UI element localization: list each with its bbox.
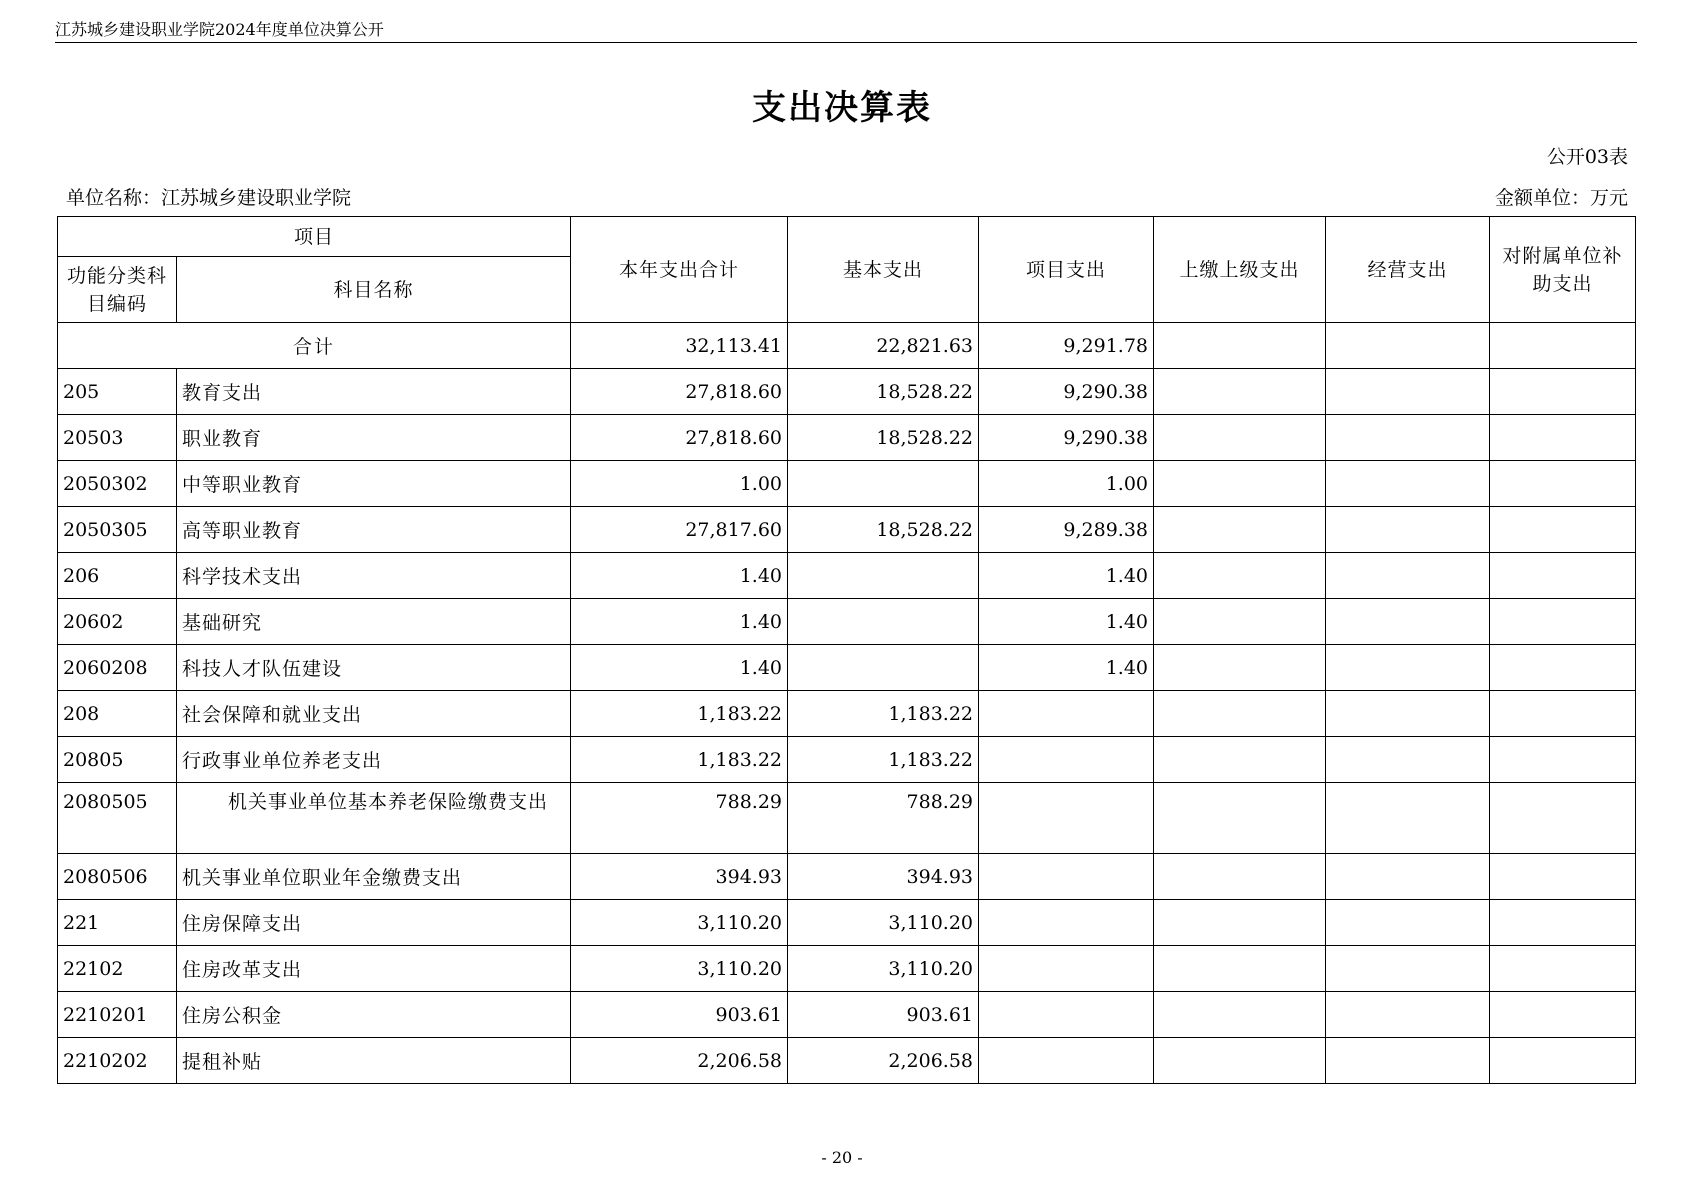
cell-upper xyxy=(1154,645,1326,691)
table-row xyxy=(58,645,1636,691)
cell-name: 基础研究 xyxy=(177,599,571,645)
cell-name: 行政事业单位养老支出 xyxy=(177,737,571,783)
cell-project xyxy=(979,854,1154,900)
table-row xyxy=(58,369,1636,415)
cell-project: 1.40 xyxy=(979,645,1154,691)
header-basic: 基本支出 xyxy=(788,217,979,323)
table-row xyxy=(58,553,1636,599)
total-cell-subsidy xyxy=(1490,323,1636,369)
cell-subsidy xyxy=(1490,645,1636,691)
cell-name: 中等职业教育 xyxy=(177,461,571,507)
cell-total: 788.29 xyxy=(571,783,788,854)
cell-upper xyxy=(1154,461,1326,507)
cell-code: 22102 xyxy=(58,946,177,992)
cell-upper xyxy=(1154,415,1326,461)
cell-total: 2,206.58 xyxy=(571,1038,788,1084)
cell-basic: 3,110.20 xyxy=(788,900,979,946)
table-row xyxy=(58,1038,1636,1084)
table-row xyxy=(58,691,1636,737)
cell-project: 9,289.38 xyxy=(979,507,1154,553)
cell-project: 1.40 xyxy=(979,553,1154,599)
cell-name: 职业教育 xyxy=(177,415,571,461)
amount-unit: 金额单位：万元 xyxy=(1494,187,1628,209)
cell-business xyxy=(1326,461,1490,507)
cell-basic xyxy=(788,461,979,507)
cell-basic: 2,206.58 xyxy=(788,1038,979,1084)
cell-upper xyxy=(1154,599,1326,645)
cell-code: 2080506 xyxy=(58,854,177,900)
cell-upper xyxy=(1154,369,1326,415)
cell-basic: 394.93 xyxy=(788,854,979,900)
cell-name: 提租补贴 xyxy=(177,1038,571,1084)
cell-name: 高等职业教育 xyxy=(177,507,571,553)
cell-total: 1,183.22 xyxy=(571,691,788,737)
table-row xyxy=(58,507,1636,553)
cell-project xyxy=(979,946,1154,992)
cell-upper xyxy=(1154,737,1326,783)
cell-code: 2050305 xyxy=(58,507,177,553)
cell-business xyxy=(1326,900,1490,946)
header-upper: 上缴上级支出 xyxy=(1154,217,1326,323)
cell-subsidy xyxy=(1490,369,1636,415)
cell-name: 机关事业单位基本养老保险缴费支出 xyxy=(177,783,571,854)
cell-code: 2050302 xyxy=(58,461,177,507)
cell-name: 住房公积金 xyxy=(177,992,571,1038)
cell-project xyxy=(979,691,1154,737)
table-row xyxy=(58,900,1636,946)
total-cell-basic: 22,821.63 xyxy=(788,323,979,369)
cell-upper xyxy=(1154,507,1326,553)
cell-business xyxy=(1326,599,1490,645)
cell-project xyxy=(979,783,1154,854)
form-number: 公开03表 xyxy=(1546,146,1628,168)
cell-total: 1.40 xyxy=(571,553,788,599)
cell-code: 20602 xyxy=(58,599,177,645)
cell-upper xyxy=(1154,854,1326,900)
header-name: 科目名称 xyxy=(177,257,571,323)
cell-business xyxy=(1326,992,1490,1038)
total-cell-upper xyxy=(1154,323,1326,369)
cell-subsidy xyxy=(1490,854,1636,900)
header-project-expense: 项目支出 xyxy=(979,217,1154,323)
total-label: 合计 xyxy=(58,323,571,369)
cell-code: 208 xyxy=(58,691,177,737)
cell-basic: 3,110.20 xyxy=(788,946,979,992)
cell-business xyxy=(1326,854,1490,900)
cell-total: 1.40 xyxy=(571,599,788,645)
cell-total: 1.00 xyxy=(571,461,788,507)
cell-upper xyxy=(1154,900,1326,946)
total-cell-project: 9,291.78 xyxy=(979,323,1154,369)
cell-business xyxy=(1326,507,1490,553)
cell-name: 教育支出 xyxy=(177,369,571,415)
header-project: 项目 xyxy=(58,217,571,257)
cell-code: 2210201 xyxy=(58,992,177,1038)
cell-total: 903.61 xyxy=(571,992,788,1038)
cell-project: 9,290.38 xyxy=(979,369,1154,415)
cell-name: 科技人才队伍建设 xyxy=(177,645,571,691)
unit-name: 单位名称：江苏城乡建设职业学院 xyxy=(66,187,352,209)
cell-basic xyxy=(788,599,979,645)
table-row xyxy=(58,461,1636,507)
cell-code: 205 xyxy=(58,369,177,415)
cell-subsidy xyxy=(1490,553,1636,599)
cell-basic: 18,528.22 xyxy=(788,415,979,461)
cell-total: 27,817.60 xyxy=(571,507,788,553)
cell-basic: 18,528.22 xyxy=(788,369,979,415)
cell-subsidy xyxy=(1490,946,1636,992)
cell-business xyxy=(1326,415,1490,461)
cell-code: 2210202 xyxy=(58,1038,177,1084)
cell-business xyxy=(1326,737,1490,783)
total-cell-total: 32,113.41 xyxy=(571,323,788,369)
cell-business xyxy=(1326,645,1490,691)
cell-business xyxy=(1326,553,1490,599)
cell-code: 20805 xyxy=(58,737,177,783)
cell-code: 221 xyxy=(58,900,177,946)
cell-project: 9,290.38 xyxy=(979,415,1154,461)
total-row xyxy=(58,323,1636,369)
cell-upper xyxy=(1154,1038,1326,1084)
cell-basic xyxy=(788,645,979,691)
cell-total: 1.40 xyxy=(571,645,788,691)
cell-subsidy xyxy=(1490,599,1636,645)
cell-subsidy xyxy=(1490,1038,1636,1084)
cell-code: 20503 xyxy=(58,415,177,461)
page-number: - 20 - xyxy=(821,1148,863,1167)
page-title: 支出决算表 xyxy=(752,88,932,128)
cell-basic: 1,183.22 xyxy=(788,691,979,737)
cell-name: 社会保障和就业支出 xyxy=(177,691,571,737)
cell-business xyxy=(1326,946,1490,992)
cell-subsidy xyxy=(1490,900,1636,946)
cell-total: 1,183.22 xyxy=(571,737,788,783)
cell-subsidy xyxy=(1490,691,1636,737)
cell-upper xyxy=(1154,553,1326,599)
cell-name: 机关事业单位职业年金缴费支出 xyxy=(177,854,571,900)
cell-upper xyxy=(1154,946,1326,992)
cell-name: 住房改革支出 xyxy=(177,946,571,992)
cell-code: 206 xyxy=(58,553,177,599)
expenditure-table xyxy=(57,216,1636,1084)
cell-subsidy xyxy=(1490,415,1636,461)
cell-project: 1.40 xyxy=(979,599,1154,645)
cell-business xyxy=(1326,369,1490,415)
table-row xyxy=(58,599,1636,645)
cell-subsidy xyxy=(1490,461,1636,507)
cell-basic: 788.29 xyxy=(788,783,979,854)
cell-basic: 903.61 xyxy=(788,992,979,1038)
table-row xyxy=(58,992,1636,1038)
cell-basic: 18,528.22 xyxy=(788,507,979,553)
cell-business xyxy=(1326,783,1490,854)
cell-basic: 1,183.22 xyxy=(788,737,979,783)
cell-name: 科学技术支出 xyxy=(177,553,571,599)
cell-subsidy xyxy=(1490,737,1636,783)
cell-total: 394.93 xyxy=(571,854,788,900)
table-row xyxy=(58,946,1636,992)
cell-code: 2060208 xyxy=(58,645,177,691)
cell-project xyxy=(979,900,1154,946)
meta-row xyxy=(66,183,1628,210)
page-header: 江苏城乡建设职业学院2024年度单位决算公开 xyxy=(55,18,1637,43)
cell-basic xyxy=(788,553,979,599)
table-row xyxy=(58,415,1636,461)
cell-subsidy xyxy=(1490,507,1636,553)
total-cell-business xyxy=(1326,323,1490,369)
cell-total: 3,110.20 xyxy=(571,946,788,992)
cell-upper xyxy=(1154,691,1326,737)
cell-project xyxy=(979,992,1154,1038)
header-total: 本年支出合计 xyxy=(571,217,788,323)
cell-subsidy xyxy=(1490,992,1636,1038)
cell-total: 27,818.60 xyxy=(571,369,788,415)
cell-total: 3,110.20 xyxy=(571,900,788,946)
table-row xyxy=(58,737,1636,783)
cell-business xyxy=(1326,1038,1490,1084)
cell-business xyxy=(1326,691,1490,737)
cell-upper xyxy=(1154,783,1326,854)
cell-project: 1.00 xyxy=(979,461,1154,507)
header-code: 功能分类科目编码 xyxy=(58,257,177,323)
cell-subsidy xyxy=(1490,783,1636,854)
cell-name: 住房保障支出 xyxy=(177,900,571,946)
cell-upper xyxy=(1154,992,1326,1038)
table-row xyxy=(58,854,1636,900)
cell-code: 2080505 xyxy=(58,783,177,854)
cell-project xyxy=(979,737,1154,783)
table-row xyxy=(58,783,1636,854)
cell-total: 27,818.60 xyxy=(571,415,788,461)
header-business: 经营支出 xyxy=(1326,217,1490,323)
cell-project xyxy=(979,1038,1154,1084)
header-subsidy: 对附属单位补助支出 xyxy=(1490,217,1636,323)
